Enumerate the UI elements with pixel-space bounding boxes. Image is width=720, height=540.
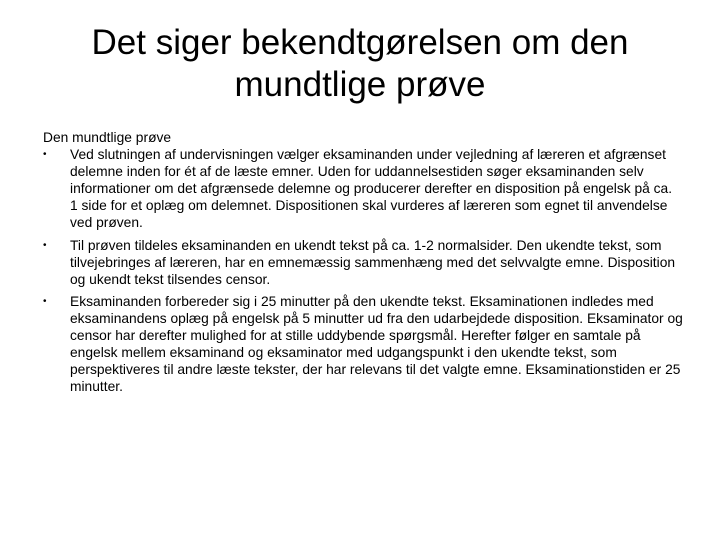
- slide-body: [43, 129, 683, 400]
- body-lead: Den mundtlige prøve: [43, 130, 172, 145]
- bullet-icon: •: [43, 149, 47, 161]
- bullet-item: [43, 293, 683, 396]
- bullet-icon: •: [43, 239, 47, 251]
- slide-title: Det siger bekendtgørelsen om den mundtlige prøve: [91, 23, 629, 104]
- bullet-text: Eksaminanden forbereder sig i 25 minutter på den ukendte tekst. Eksaminationen indledes med eksaminandens oplæg på engelsk på 5 minutter ud fra den udarbejdede disposition. Eksaminator og censor har derefter mulighed for at stille uddybende spørgsmål. Herefter følger en samtale på engelsk mellem eksaminand og eksaminator med udgangspunkt i den ukendte tekst, som perspektiveres til andre læste tekster, der har relevans til det valgte emne. Eksaminationstiden er 25 minutter.: [70, 293, 683, 395]
- bullet-list: [43, 146, 683, 395]
- bullet-item: [43, 237, 683, 288]
- bullet-text: Til prøven tildeles eksaminanden en ukendt tekst på ca. 1-2 normalsider. Den ukendte tekst, som tilvejebringes af læreren, har en emnemæssig sammenhæng med det selvvalgte emne. Disposition og ukendt tekst tilsendes censor.: [70, 237, 676, 287]
- bullet-item: [43, 146, 683, 231]
- bullet-icon: •: [43, 295, 47, 307]
- bullet-text: Ved slutningen af undervisningen vælger eksaminanden under vejledning af læreren et afgrænset delemne inden for ét af de læste emner. Uden for uddannelsestiden søger eksaminanden selv informationer om det afgrænsede delemne og producerer derefter en disposition på engelsk på ca. 1 side for et oplæg om delemnet. Dispositionen skal vurderes af læreren som egnet til anvendelse ved prøven.: [70, 147, 673, 231]
